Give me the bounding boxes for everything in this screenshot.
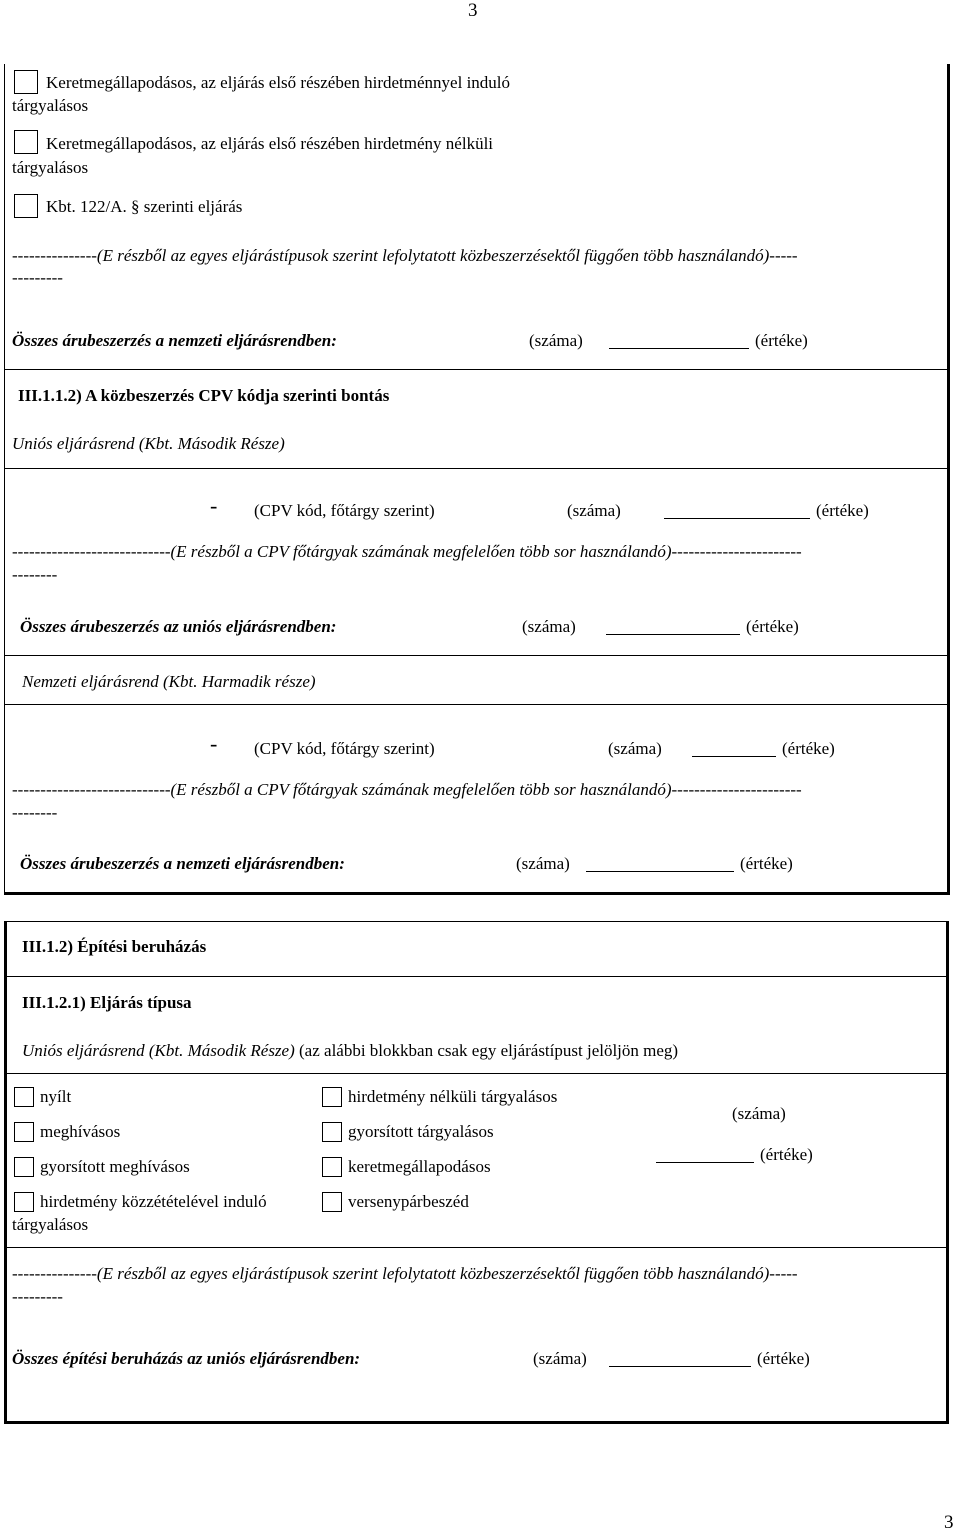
union-regime-row (22, 1040, 678, 1062)
left-border (4, 64, 5, 892)
value-label: (értéke) (740, 854, 793, 873)
construction-heading: III.1.2) Építési beruházás (22, 937, 207, 956)
value-label: (értéke) (755, 331, 808, 350)
value-label: (értéke) (816, 501, 869, 520)
cpv-heading: III.1.1.2) A közbeszerzés CPV kódja szerinti bontás (18, 386, 390, 405)
count-value-field[interactable] (586, 871, 734, 872)
option-label: meghívásos (40, 1122, 121, 1141)
count-label: (száma) (533, 1349, 587, 1368)
national-total-label: Összes árubeszerzés a nemzeti eljárásrendben: (12, 331, 337, 350)
value-label: (értéke) (746, 617, 799, 636)
right-border (946, 921, 949, 1422)
block-bottom-border (4, 892, 950, 895)
note-line: ----------------------------(E részből a CPV főtárgyak számának megfelelően több sor használandó)----------------------- (12, 542, 802, 561)
national-total-label: Összes árubeszerzés a nemzeti eljárásrendben: (20, 854, 345, 873)
divider (4, 1247, 948, 1248)
union-regime-label: Uniós eljárásrend (Kbt. Második Része) (12, 434, 285, 453)
option-label: nyílt (40, 1087, 72, 1106)
cpv-code-label: (CPV kód, főtárgy szerint) (254, 739, 435, 758)
option-label: Keretmegállapodásos, az eljárás első részében hirdetmény nélküli (46, 134, 494, 153)
checkbox-framework-without-notice[interactable] (14, 130, 38, 154)
checkbox-competitive-dialogue[interactable] (322, 1192, 342, 1212)
option-label-cont: tárgyalásos (12, 96, 89, 115)
option-label: hirdetmény nélküli tárgyalásos (348, 1087, 558, 1106)
checkbox-negotiated-without-notice[interactable] (322, 1087, 342, 1107)
note-line: ---------------(E részből az egyes eljárástípusok szerint lefolytatott közbeszerzésektől függően több használandó)----- (12, 1264, 798, 1283)
count-label: (száma) (516, 854, 570, 873)
option-label: keretmegállapodásos (348, 1157, 491, 1176)
checkbox-kbt-122a[interactable] (14, 194, 38, 218)
note-line-cont: -------- (12, 565, 58, 584)
option-label: hirdetmény közzétételével induló (40, 1192, 267, 1211)
list-dash: - (210, 493, 218, 518)
procedure-type-heading: III.1.2.1) Eljárás típusa (22, 993, 192, 1012)
checkbox-framework[interactable] (322, 1157, 342, 1177)
divider (4, 655, 948, 656)
left-border (4, 921, 7, 1422)
option-label: gyorsított meghívásos (40, 1157, 190, 1176)
option-label-cont: tárgyalásos (12, 1215, 89, 1234)
union-regime-label: Uniós eljárásrend (Kbt. Második Része) (22, 1041, 295, 1060)
note-line: ---------------(E részből az egyes eljárástípusok szerint lefolytatott közbeszerzésektől függően több használandó)----- (12, 246, 798, 265)
value-label: (értéke) (760, 1145, 813, 1164)
block-top-border (4, 921, 949, 922)
option-label: versenypárbeszéd (348, 1192, 469, 1211)
divider (4, 704, 948, 705)
divider (4, 468, 948, 469)
count-label: (száma) (522, 617, 576, 636)
checkbox-restricted[interactable] (14, 1122, 34, 1142)
value-label: (értéke) (782, 739, 835, 758)
checkbox-framework-with-notice[interactable] (14, 70, 38, 94)
page-number-top: 3 (468, 0, 478, 21)
checkbox-accelerated-negotiated[interactable] (322, 1122, 342, 1142)
value-label: (értéke) (757, 1349, 810, 1368)
count-label: (száma) (608, 739, 662, 758)
divider (4, 369, 948, 370)
count-label: (száma) (567, 501, 621, 520)
checkbox-open[interactable] (14, 1087, 34, 1107)
union-construction-total-label: Összes építési beruházás az uniós eljárásrendben: (12, 1349, 361, 1368)
count-value-field[interactable] (606, 634, 740, 635)
union-total-label: Összes árubeszerzés az uniós eljárásrendben: (20, 617, 337, 636)
checkbox-accelerated-restricted[interactable] (14, 1157, 34, 1177)
option-label: Kbt. 122/A. § szerinti eljárás (46, 197, 243, 216)
count-label: (száma) (529, 331, 583, 350)
option-label: Keretmegállapodásos, az eljárás első részében hirdetménnyel induló (46, 73, 511, 92)
note-line-cont: -------- (12, 803, 58, 822)
cpv-code-label: (CPV kód, főtárgy szerint) (254, 501, 435, 520)
divider (4, 976, 948, 977)
right-border (947, 64, 950, 892)
count-value-field[interactable] (656, 1162, 754, 1163)
page-number-bottom: 3 (944, 1512, 954, 1533)
checkbox-negotiated-with-notice[interactable] (14, 1192, 34, 1212)
block-bottom-border (4, 1421, 949, 1424)
option-label: gyorsított tárgyalásos (348, 1122, 494, 1141)
count-value-field[interactable] (692, 756, 776, 757)
note-line-cont: --------- (12, 1287, 63, 1306)
option-label-cont: tárgyalásos (12, 158, 89, 177)
count-label: (száma) (732, 1104, 786, 1123)
count-value-field[interactable] (609, 1366, 751, 1367)
note-line-cont: --------- (12, 268, 63, 287)
note-line: ----------------------------(E részből a CPV főtárgyak számának megfelelően több sor használandó)----------------------- (12, 780, 802, 799)
count-value-field[interactable] (609, 348, 749, 349)
list-dash: - (210, 731, 218, 756)
count-value-field[interactable] (664, 518, 810, 519)
union-regime-hint: (az alábbi blokkban csak egy eljárástípust jelöljön meg) (299, 1041, 679, 1060)
divider (4, 1073, 948, 1074)
national-regime-label: Nemzeti eljárásrend (Kbt. Harmadik része) (22, 672, 316, 691)
